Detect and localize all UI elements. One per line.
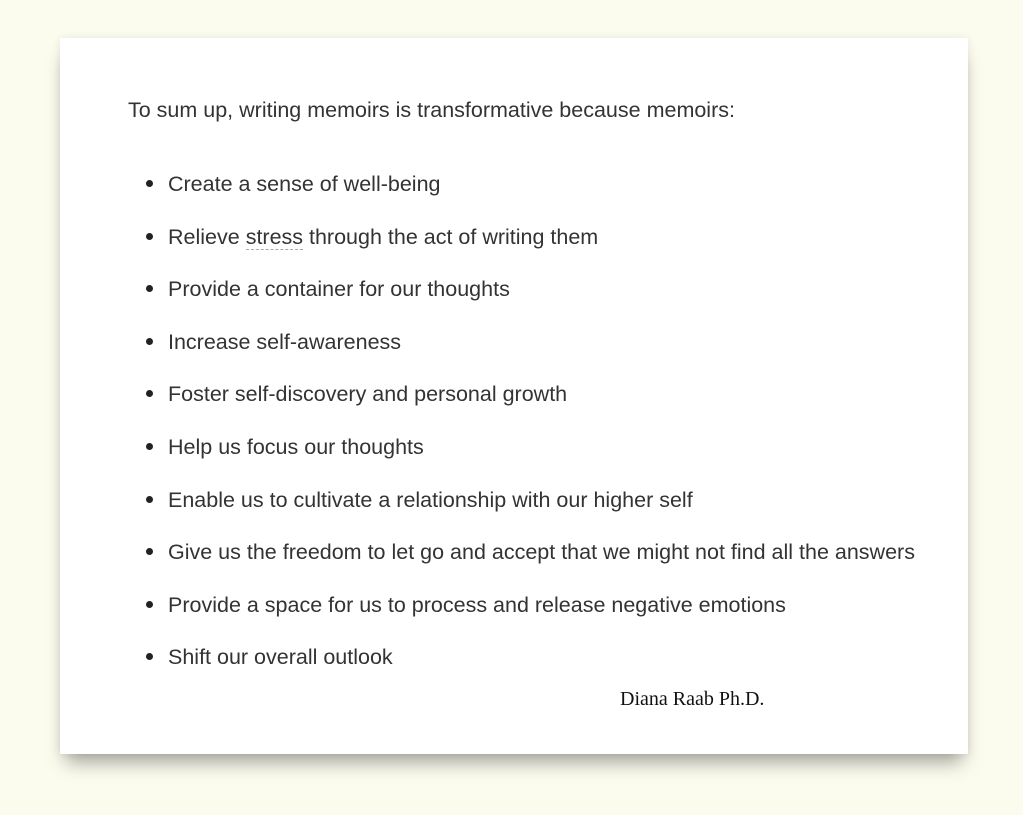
list-item: Create a sense of well-being	[168, 166, 928, 202]
list-item: Shift our overall outlook	[168, 639, 928, 675]
list-item-text: Relieve	[168, 224, 246, 249]
list-item: Foster self-discovery and personal growth	[168, 376, 928, 412]
author-signature: Diana Raab Ph.D.	[620, 688, 765, 710]
list-item	[168, 219, 928, 255]
list-item: Provide a container for our thoughts	[168, 271, 928, 307]
list-item-text: through the act of writing them	[303, 224, 599, 249]
list-item: Enable us to cultivate a relationship with our higher self	[168, 482, 928, 518]
transformative-points-list	[168, 166, 928, 692]
list-item: Give us the freedom to let go and accept that we might not find all the answers	[168, 534, 928, 570]
list-item: Increase self-awareness	[168, 324, 928, 360]
document-card	[60, 38, 968, 754]
intro-text: To sum up, writing memoirs is transformative because memoirs:	[128, 98, 735, 122]
list-item: Provide a space for us to process and release negative emotions	[168, 587, 928, 623]
stress-link[interactable]: stress	[245, 224, 304, 249]
list-item: Help us focus our thoughts	[168, 429, 928, 465]
